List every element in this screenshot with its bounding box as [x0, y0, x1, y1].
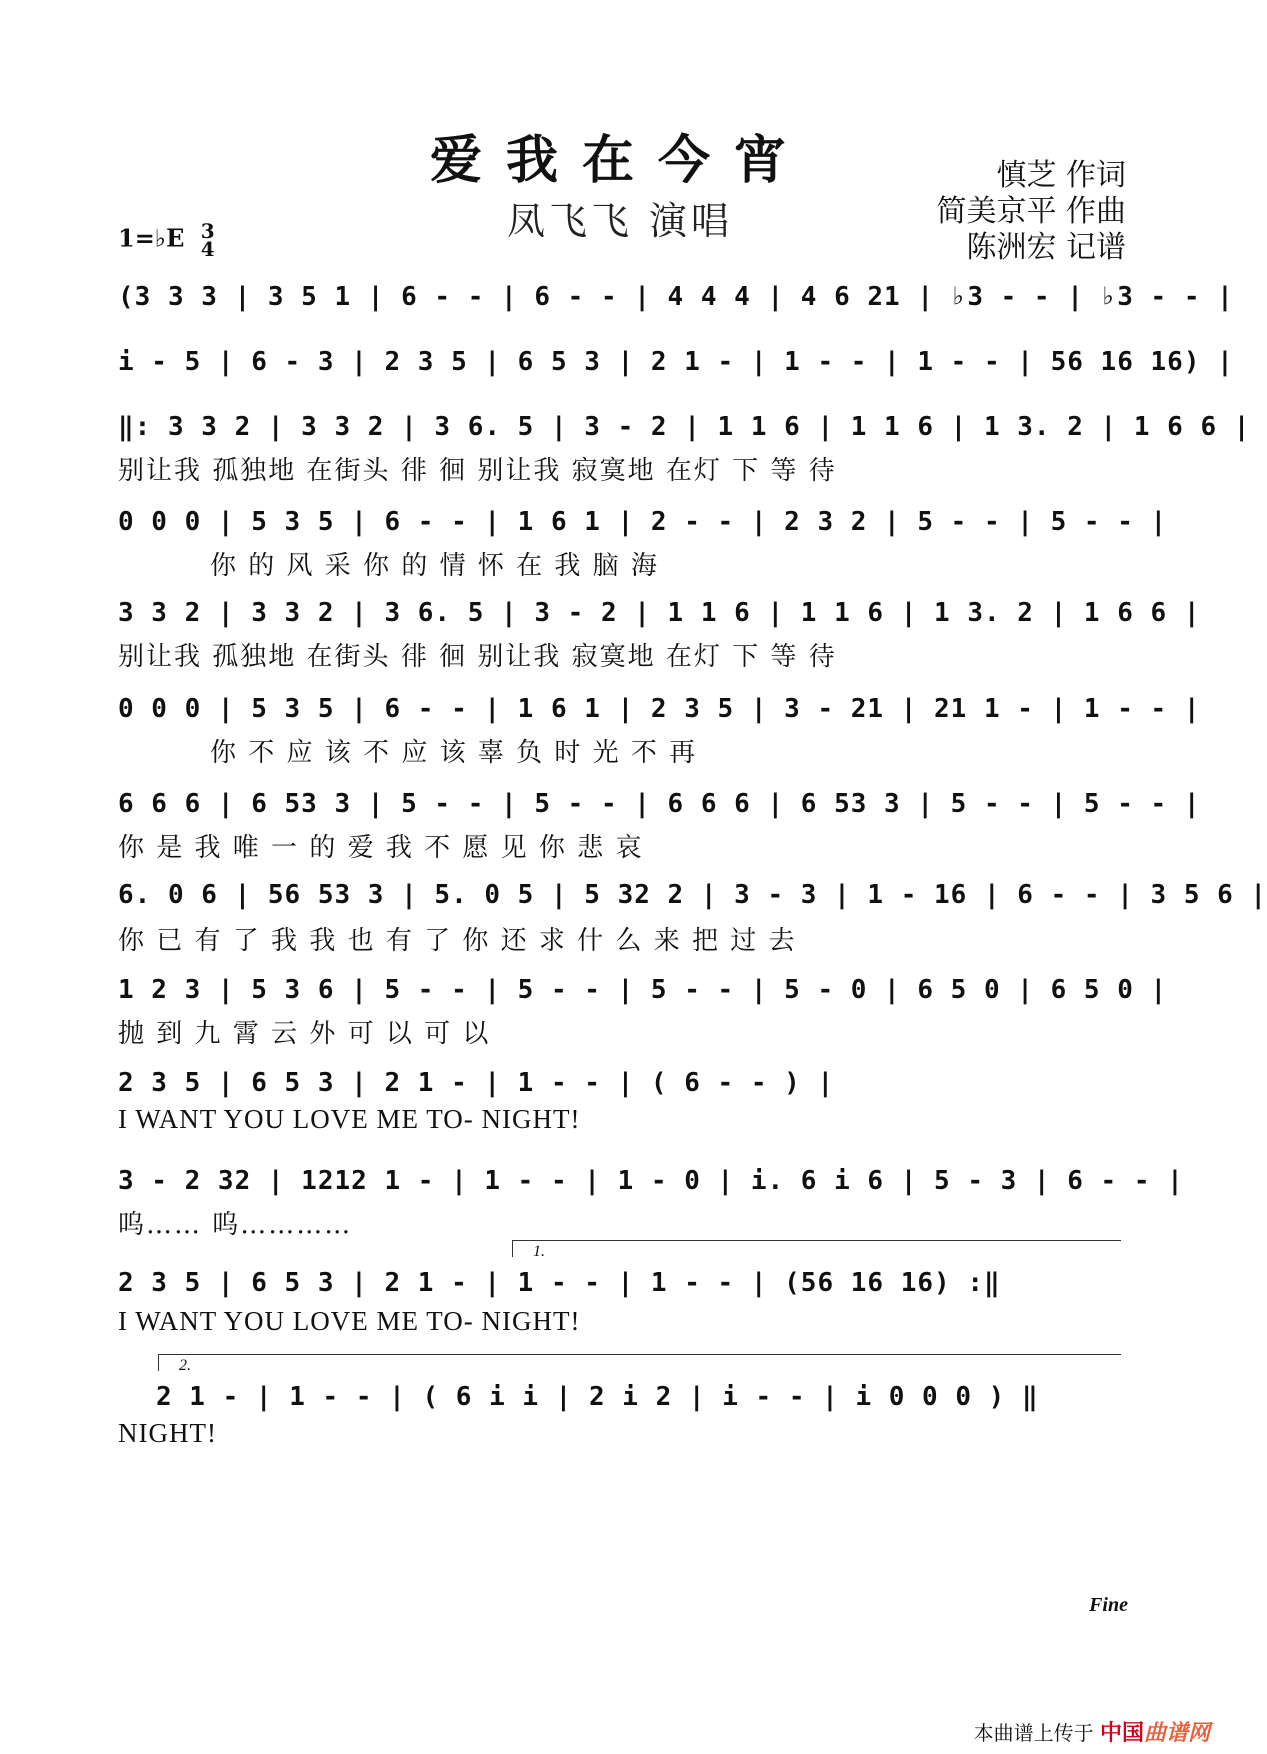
site-logo-a: 中国	[1099, 1721, 1144, 1746]
singer-credit: 凤飞飞 演唱	[506, 199, 734, 243]
volta-2-label: 2.	[179, 1357, 191, 1374]
site-logo-b: 曲谱网	[1143, 1721, 1210, 1746]
lyric-line-8: 你 已 有 了 我 我 也 有 了 你 还 求 什 么 来 把 过 去	[118, 926, 797, 956]
lyric-line-7: 你 是 我 唯 一 的 爱 我 不 愿 见 你 悲 哀	[118, 833, 644, 863]
score-line-4: 0 0 0 | 5 3 5 | 6 - - | 1 6 1 | 2 - - | 2 3 2 | 5 - - | 5 - - |	[118, 507, 1168, 537]
lyric-line-5: 别让我 孤独地 在街头 徘 徊 别让我 寂寞地 在灯 下 等 待	[118, 642, 837, 672]
volta-1-label: 1.	[533, 1243, 545, 1260]
score-line-3: ‖: 3 3 2 | 3 3 2 | 3 6. 5 | 3 - 2 | 1 1 6 | 1 1 6 | 1 3. 2 | 1 6 6 |	[118, 412, 1251, 442]
score-line-5: 3 3 2 | 3 3 2 | 3 6. 5 | 3 - 2 | 1 1 6 | 1 1 6 | 1 3. 2 | 1 6 6 |	[118, 598, 1201, 628]
time-top: 3	[200, 219, 215, 243]
score-line-10: 2 3 5 | 6 5 3 | 2 1 - | 1 - - | ( 6 - - ) |	[118, 1068, 835, 1098]
lyric-line-12: I WANT YOU LOVE ME TO- NIGHT!	[118, 1306, 581, 1336]
lyric-line-10: I WANT YOU LOVE ME TO- NIGHT!	[118, 1104, 581, 1134]
score-line-13: 2 1 - | 1 - - | ( 6 i i | 2 i 2 | i - - | i 0 0 0 ) ‖	[156, 1382, 1039, 1412]
score-line-11: 3 - 2 32 | 1212 1 - | 1 - - | 1 - 0 | i. 6 i 6 | 5 - 3 | 6 - - |	[118, 1166, 1184, 1196]
fine-mark: Fine	[1089, 1594, 1128, 1616]
lyric-line-6: 你 不 应 该 不 应 该 辜 负 时 光 不 再	[210, 738, 698, 768]
lyric-line-4: 你 的 风 采 你 的 情 怀 在 我 脑 海	[210, 551, 659, 581]
upload-text: 本曲谱上传于	[973, 1721, 1094, 1745]
volta-bracket-1	[512, 1240, 1121, 1260]
lyric-line-3: 别让我 孤独地 在街头 徘 徊 别让我 寂寞地 在灯 下 等 待	[118, 456, 837, 486]
score-line-2: i - 5 | 6 - 3 | 2 3 5 | 6 5 3 | 2 1 - | 1 - - | 1 - - | 56 16 16) |	[118, 347, 1234, 377]
lyric-line-13: NIGHT!	[118, 1418, 217, 1448]
score-line-7: 6 6 6 | 6 53 3 | 5 - - | 5 - - | 6 6 6 | 6 53 3 | 5 - - | 5 - - |	[118, 789, 1201, 819]
time-bottom: 4	[200, 237, 215, 261]
score-line-9: 1 2 3 | 5 3 6 | 5 - - | 5 - - | 5 - - | 5 - 0 | 6 5 0 | 6 5 0 |	[118, 975, 1168, 1005]
key-signature	[118, 219, 215, 261]
score-line-6: 0 0 0 | 5 3 5 | 6 - - | 1 6 1 | 2 3 5 | 3 - 21 | 21 1 - | 1 - - |	[118, 694, 1201, 724]
song-title: 爱我在今宵	[429, 130, 810, 191]
time-signature	[200, 219, 215, 261]
volta-bracket-2	[158, 1354, 1121, 1374]
lyric-line-11: 呜…… 呜…………	[118, 1210, 353, 1240]
site-logo[interactable]	[1100, 1721, 1210, 1746]
score-line-12: 2 3 5 | 6 5 3 | 2 1 - | 1 - - | 1 - - | (56 16 16) :‖	[118, 1268, 1001, 1298]
key-label: 1=♭E	[118, 223, 185, 253]
lyricist-credit: 慎芝 作词	[996, 158, 1126, 193]
lyric-line-9: 抛 到 九 霄 云 外 可 以 可 以	[118, 1019, 491, 1049]
upload-footer	[974, 1716, 1210, 1747]
composer-credit: 简美京平 作曲	[936, 194, 1126, 229]
score-line-8: 6. 0 6 | 56 53 3 | 5. 0 5 | 5 32 2 | 3 - 3 | 1 - 16 | 6 - - | 3 5 6 |	[118, 880, 1267, 910]
transcriber-credit: 陈洲宏 记谱	[966, 230, 1126, 265]
score-line-1: (3 3 3 | 3 5 1 | 6 - - | 6 - - | 4 4 4 | 4 6 21 | ♭3 - - | ♭3 - - |	[118, 282, 1234, 312]
